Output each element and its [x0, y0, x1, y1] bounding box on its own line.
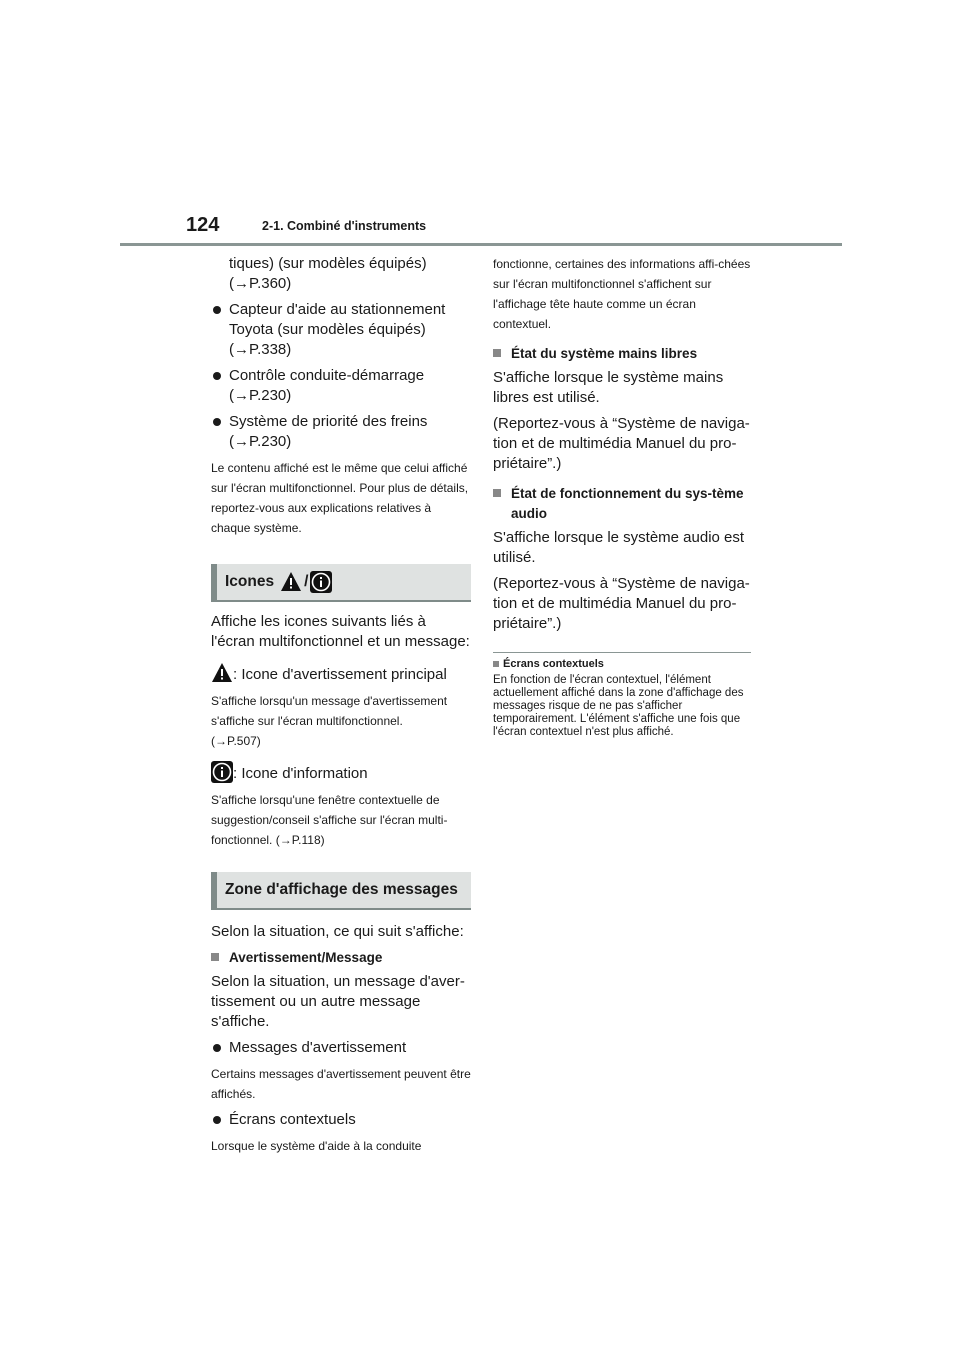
bullet-parking-sensor [211, 300, 471, 360]
subheading-warning-message: Avertissement/Message [211, 948, 471, 968]
bullet-warning-messages: Messages d'avertissement [211, 1038, 471, 1058]
information-desc: S'affiche lorsqu'une fenêtre contextuelle de suggestion/conseil s'affiche sur l'écran multi-fonctionnel. (→P.118) [211, 793, 448, 847]
bullet-text: Capteur d'aide au stationnement Toyota (sur modèles équipés) [229, 301, 446, 338]
left-column [211, 254, 471, 1162]
note-same-content: Le contenu affiché est le même que celui affiché sur l'écran multifonctionnel. Pour plus de détails, reportez-vous aux explications relatives à chaque système. [211, 461, 469, 535]
master-warning-icon [280, 571, 302, 593]
page-ref: (→P.230) [229, 387, 292, 404]
continued-text [211, 254, 471, 294]
bullet-brake-override [211, 412, 471, 452]
master-warning-row [211, 662, 471, 685]
page-number: 124 [186, 214, 220, 236]
information-row [211, 761, 471, 784]
bullet-drive-start [211, 366, 471, 406]
information-icon [211, 761, 233, 783]
note-divider [493, 652, 751, 653]
bullet-popup-screens: Écrans contextuels [211, 1110, 471, 1130]
master-warning-ref: (→P.507) [211, 734, 261, 748]
subheading-audio: État de fonctionnement du sys-tème audio [493, 484, 751, 524]
continued-line: tiques) (sur modèles équipés) [229, 255, 427, 272]
information-label: : Icone d'information [233, 765, 368, 782]
audio-ref: (Reportez-vous à “Système de naviga-tion et de multimédia Manuel du pro-priétaire”.) [493, 575, 750, 632]
information-icon [310, 571, 332, 593]
icon-separator: / [304, 573, 309, 590]
popup-screens-continued: fonctionne, certaines des informations affi-chées sur l'écran multifonctionnel s'affichent sur l'affichage tête haute comme un écran contextuel. [493, 257, 751, 331]
warning-messages-text: Certains messages d'avertissement peuvent être affichés. [211, 1067, 471, 1101]
header-rule [120, 243, 842, 246]
bullet-text: Système de priorité des freins [229, 413, 428, 430]
audio-text: S'affiche lorsque le système audio est utilisé. [493, 529, 745, 566]
warning-message-text: Selon la situation, un message d'aver-tissement ou un autre message s'affiche. [211, 973, 465, 1030]
messages-intro: Selon la situation, ce qui suit s'affiche: [211, 923, 464, 940]
master-warning-icon [211, 662, 233, 684]
hands-free-text: S'affiche lorsque le système mains libres est utilisé. [493, 369, 724, 406]
section-messages-heading [211, 872, 471, 910]
note-title: Écrans contextuels [493, 657, 751, 672]
popup-screens-text: Lorsque le système d'aide à la conduite [211, 1139, 422, 1153]
section-title: Zone d'affichage des messages [225, 881, 458, 898]
section-title: Icones [225, 573, 275, 590]
page-ref: (→P.230) [229, 433, 292, 450]
page-ref: (→P.338) [229, 341, 292, 358]
page-ref: (→P.360) [229, 275, 292, 292]
hands-free-ref: (Reportez-vous à “Système de naviga-tion et de multimédia Manuel du pro-priétaire”.) [493, 415, 750, 472]
icons-intro: Affiche les icones suivants liés à l'écran multifonctionnel et un message: [211, 613, 470, 650]
subheading-hands-free: État du système mains libres [493, 344, 751, 364]
right-column [493, 254, 751, 739]
chapter-title: 2-1. Combiné d'instruments [262, 219, 427, 233]
master-warning-label: : Icone d'avertissement principal [233, 666, 447, 683]
note-text: En fonction de l'écran contextuel, l'élément actuellement affiché dans la zone d'affichage des messages risque de ne pas s'afficher temporairement. L'élément s'affiche une fois que l'écran contextuel n'est plus affiché. [493, 674, 744, 738]
master-warning-desc: S'affiche lorsqu'un message d'avertissement s'affiche sur l'écran multifonctionnel. [211, 694, 448, 728]
bullet-text: Contrôle conduite-démarrage [229, 367, 425, 384]
section-icons-heading [211, 564, 471, 602]
